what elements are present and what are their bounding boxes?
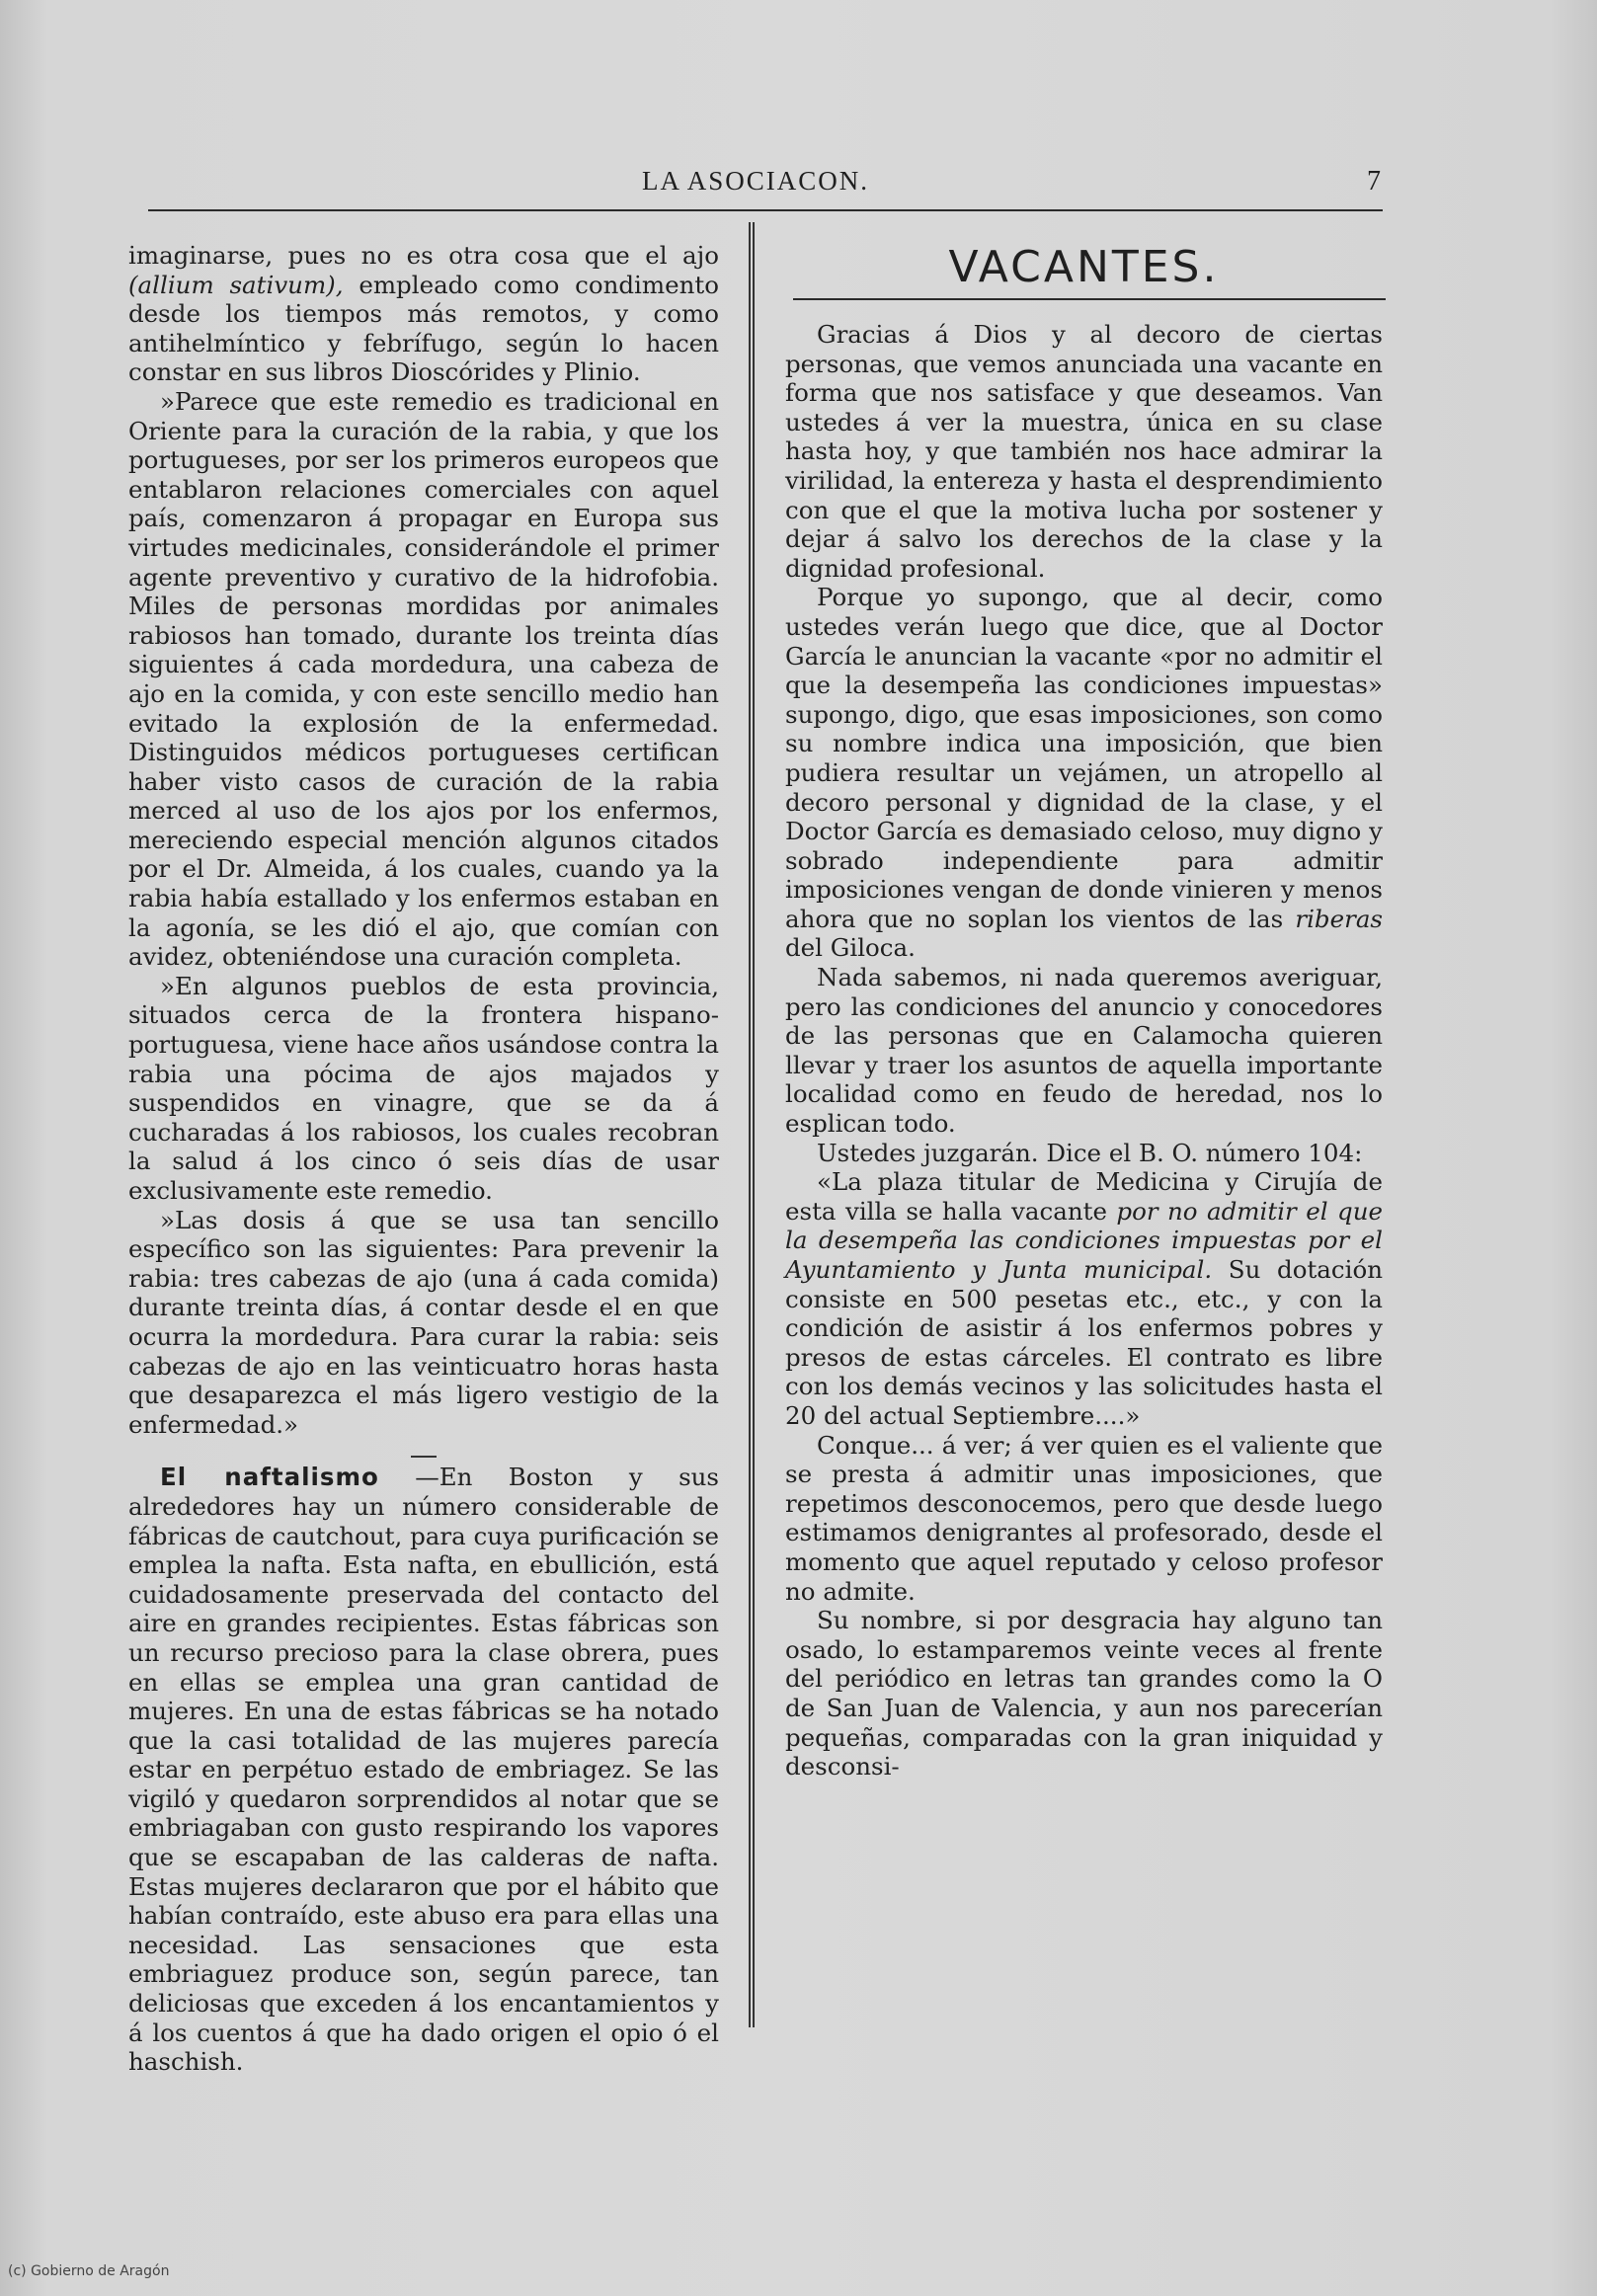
article-paragraph: Gracias á Dios y al decoro de ciertas personas, que vemos anunciada una vacante en forma que nos satisface y que deseamos. Van ustedes á ver la muestra, única en su clase hasta hoy, y que también nos hace admirar la virilidad, la entereza y hasta el desprendimiento con que el que la motiva lucha por sostener y dejar á salvo los derechos de la clase y la dignidad profesional. — [785, 320, 1383, 583]
article-paragraph: Conque... á ver; á ver quien es el valiente que se presta á admitir unas imposiciones, que repetimos desconocemos, pero que desde luego estimamos denigrantes al profesorado, desde el momento que aquel reputado y celoso profesor no admite. — [785, 1430, 1383, 1606]
run-in-heading: El naftalismo — [160, 1463, 379, 1492]
italic-text: (allium sativum), — [128, 270, 344, 299]
left-column — [128, 241, 719, 2077]
article-paragraph — [785, 583, 1383, 963]
article-paragraph — [128, 241, 719, 387]
text-run: imaginarse, pues no es otra cosa que el ajo — [128, 241, 719, 270]
text-run: Porque yo supongo, que al decir, como ustedes verán luego que dice, que al Doctor García le anuncian la vacante «por no admitir el que la desempeña las condiciones impuestas» supongo, digo, que esas imposiciones, son como su nombre indica una imposición, que bien pudiera resultar un vejámen, un atropello al decoro personal y dignidad de la clase, y el Doctor García es demasiado celoso, muy digno y sobrado independiente para admitir imposiciones vengan de donde vinieren y menos ahora que no soplan los vientos de las — [785, 583, 1383, 933]
article-paragraph — [128, 1463, 719, 2076]
italic-text: riberas — [1295, 904, 1383, 933]
article-paragraph: Nada sabemos, ni nada queremos averiguar, pero las condiciones del anuncio y conocedores de las personas que en Calamocha quieren llevar y traer los asuntos de aquella importante localidad como en feudo de heredad, nos lo esplican todo. — [785, 963, 1383, 1139]
right-column — [785, 241, 1383, 1781]
page-header — [128, 166, 1381, 205]
running-title: LA ASOCIACON. — [642, 166, 870, 196]
quoted-announcement — [785, 1167, 1383, 1430]
section-separator — [128, 1449, 719, 1461]
italic-text: por no admitir el que la desempeña las condiciones impuestas por el Ayuntamiento y Junta municipal. — [785, 1196, 1383, 1284]
article-paragraph: »Las dosis á que se usa tan sencillo específico son las siguientes: Para prevenir la rabia: tres cabezas de ajo (una á cada comida) durante treinta días, á contar desde el en que ocurra la mordedura. Para curar la rabia: seis cabezas de ajo en las veinticuatro horas hasta que desaparezca el más ligero vestigio de la enfermedad.» — [128, 1205, 719, 1439]
text-run: «La plaza titular de Medicina y Cirujía de esta villa se halla vacante — [785, 1167, 1383, 1226]
page-number: 7 — [1367, 166, 1381, 197]
article-paragraph: Ustedes juzgarán. Dice el B. O. número 104: — [817, 1138, 1363, 1167]
column-divider — [749, 222, 755, 2027]
article-paragraph: »Parece que este remedio es tradicional en Oriente para la curación de la rabia, y que los portugueses, por ser los primeros europeos que entablaron relaciones comerciales con aquel país, comenzaron á propagar en Europa sus virtudes medicinales, considerándole el primer agente preventivo y curativo de la hidrofobia. Miles de personas mordidas por animales rabiosos han tomado, durante los treinta días siguientes á cada mordedura, una cabeza de ajo en la comida, y con este sencillo medio han evitado la explosión de la enfermedad. Distinguidos médicos portugueses certifican haber visto casos de curación de la rabia merced al uso de los ajos por los enfermos, mereciendo especial mención algunos citados por el Dr. Almeida, á los cuales, cuando ya la rabia había estallado y los enfermos estaban en la agonía, se les dió el ajo, que comían con avidez, obteniéndose una curación completa. — [128, 386, 719, 972]
text-run: Su dotación consiste en 500 pesetas etc., etc., y con la condición de asistir á los enfermos pobres y presos de estas cárceles. El contrato es libre con los demás vecinos y las solicitudes hasta el 20 del actual Septiembre....» — [785, 1255, 1383, 1430]
section-title: VACANTES. — [948, 242, 1220, 292]
header-rule — [148, 209, 1383, 211]
text-run: —En Boston y sus alrededores hay un número considerable de fábricas de cautchout, para cuya purificación se emplea la nafta. Esta nafta, en ebullición, está cuidadosamente preservada del contacto del aire en grandes recipientes. Estas fábricas son un recurso precioso para la clase obrera, pues en ellas se emplea una gran cantidad de mujeres. En una de estas fábricas se ha notado que la casi totalidad de las mujeres parecía estar en perpétuo estado de embriagez. Se las vigiló y quedaron sorprendidos al notar que se embriagaban con gusto respirando los vapores que se escapaban de las calderas de nafta. Estas mujeres declararon que por el hábito que habían contraído, este abuso era para ellas una necesidad. Las sensaciones que esta embriaguez produce son, según parece, tan deliciosas que exceden á los encantamientos y á los cuentos á que ha dado origen el opio ó el haschish. — [128, 1463, 719, 2077]
article-paragraph: Su nombre, si por desgracia hay alguno tan osado, lo estamparemos veinte veces al frente del periódico en letras tan grandes como la O de San Juan de Valencia, y aun nos parecerían pequeñas, comparadas con la gran iniquidad y desconsi- — [785, 1606, 1383, 1781]
article-paragraph: »En algunos pueblos de esta provincia, situados cerca de la frontera hispano-portuguesa, viene hace años usándose contra la rabia una pócima de ajos majados y suspendidos en vinagre, que se da á cucharadas á los rabiosos, los cuales recobran la salud á los cinco ó seis días de usar exclusivamente este remedio. — [128, 971, 719, 1205]
title-rule — [793, 298, 1386, 300]
text-run: empleado como condimento desde los tiempos más remotos, y como antihelmíntico y febrífugo, según lo hacen constar en sus libros Dioscórides y Plinio. — [128, 270, 720, 387]
text-run: del Giloca. — [785, 933, 916, 963]
copyright-credit: (c) Gobierno de Aragón — [8, 2263, 170, 2279]
